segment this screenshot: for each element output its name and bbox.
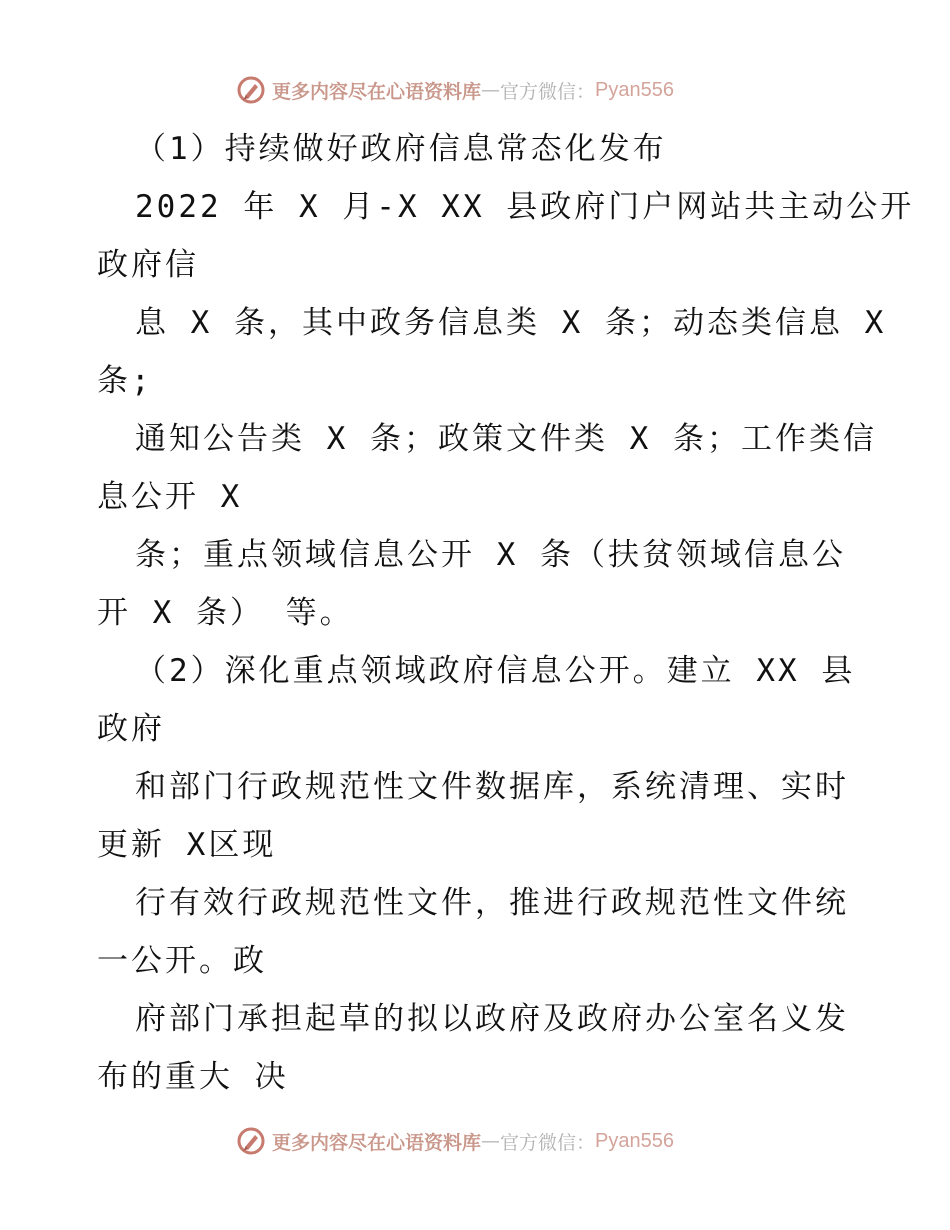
text-line: 和部门行政规范性文件数据库，系统清理、实时	[135, 769, 849, 805]
text-line: 府部门承担起草的拟以政府及政府办公室名义发	[135, 1001, 849, 1037]
watermark-id: Pyan556	[595, 1129, 674, 1152]
watermark-text: 更多内容尽在心语资料库	[272, 80, 482, 103]
pen-logo-icon	[236, 1126, 266, 1156]
watermark-separator: —	[481, 79, 501, 101]
pen-logo-icon	[236, 75, 266, 105]
watermark-label: 官方微信：	[500, 80, 596, 103]
text-line: 开 X 条） 等。	[97, 595, 354, 631]
watermark-separator: —	[481, 1130, 501, 1152]
watermark-label: 官方微信：	[500, 1131, 596, 1154]
document-body	[97, 120, 915, 1106]
footer-watermark	[236, 1123, 674, 1159]
text-line: 息 X 条，其中政务信息类 X 条；动态类信息 X	[135, 305, 887, 341]
text-line: 一公开。政	[97, 943, 267, 979]
watermark-text: 更多内容尽在心语资料库	[272, 1131, 482, 1154]
text-line: 行有效行政规范性文件，推进行政规范性文件统	[135, 885, 849, 921]
text-line: 更新 X区现	[97, 827, 277, 863]
text-line: 布的重大 决	[97, 1059, 289, 1095]
text-line: 条;	[97, 363, 153, 399]
text-line: 政府信	[97, 247, 199, 283]
text-line: 条；重点领域信息公开 X 条（扶贫领域信息公	[135, 537, 846, 573]
text-line: （2）深化重点领域政府信息公开。建立 XX 县	[135, 653, 856, 689]
header-watermark	[236, 72, 674, 108]
text-line: 息公开 X	[97, 479, 243, 515]
text-line: 2022 年 X 月-X XX 县政府门户网站共主动公开	[135, 189, 915, 225]
text-line: （1）持续做好政府信息常态化发布	[135, 131, 667, 167]
text-line: 政府	[97, 711, 165, 747]
text-line: 通知公告类 X 条；政策文件类 X 条；工作类信	[135, 421, 877, 457]
watermark-id: Pyan556	[595, 78, 674, 101]
